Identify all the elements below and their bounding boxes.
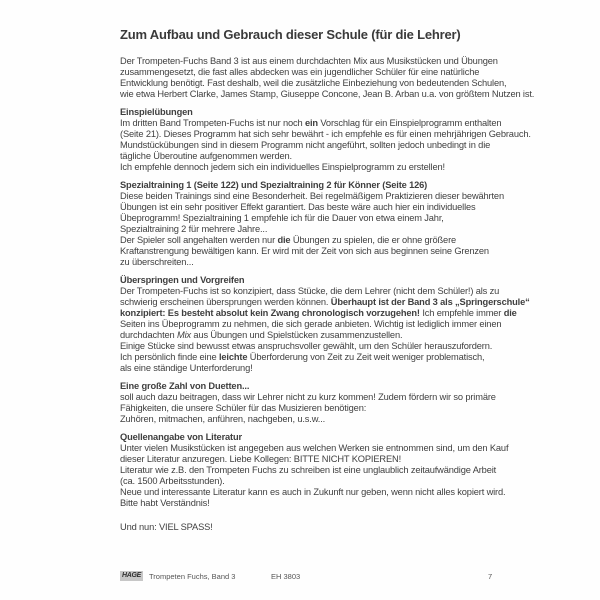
text-line: (ca. 1500 Arbeitsstunden). [120,476,225,486]
bold-text: die [277,235,291,245]
text-line: Im dritten Band Trompeten-Fuchs ist nur noch ein Vorschlag für ein Einspielprogramm enthalten [120,118,502,128]
bold-text: ein [304,118,318,128]
sections-container [120,56,560,509]
section-heading: Quellenangabe von Literatur [120,432,242,442]
section [120,107,560,173]
text-line: durchdachten Mix aus Übungen und Spielstücken zusammenzustellen. [120,330,403,340]
page-content [120,27,560,533]
text-line: Einige Stücke sind bewusst etwas anspruchsvoller gewählt, um den Schüler herauszufordern. [120,341,493,351]
section [120,180,560,268]
text-line: Entwicklung benötigt. Fast deshalb, weil die zusätzliche Einbeziehung von bedeutenden Schulen, [120,78,507,88]
footer-edition-code: EH 3803 [271,572,301,581]
text-line: Kraftanstrengung bewältigen kann. Er wird mit der Zeit von sich aus beginnen seine Grenzen [120,246,489,256]
text-line: Diese beiden Trainings sind eine Besonderheit. Bei regelmäßigem Praktizieren dieser bewährten [120,191,504,201]
text-line: zusammengesetzt, die fast alles abdecken was ein jugendlicher Schüler für eine natürliche [120,67,480,77]
text-line: als eine ständige Unterforderung! [120,363,253,373]
text-line: Unter vielen Musikstücken ist angegeben aus welchen Werken sie entnommen sind, um den Kauf [120,443,509,453]
section-heading: Einspielübungen [120,107,193,117]
text-line: dieser Literatur anzuregen. Liebe Kollegen: BITTE NICHT KOPIEREN! [120,454,402,464]
italic-text: Mix [176,330,191,340]
section-heading: Eine große Zahl von Duetten... [120,381,250,391]
text-line: Literatur wie z.B. den Trompeten Fuchs zu schreiben ist eine unglaublich zeitaufwändige Arbeit [120,465,497,475]
text-line: Der Spieler soll angehalten werden nur die Übungen zu spielen, die er ohne größere [120,235,457,245]
text-line: (Seite 21). Dieses Programm hat sich sehr bewährt - ich empfehle es für einen mehrjährigen Gebrauch. [120,129,531,139]
bold-text: Überhaupt ist der Band 3 als „Springerschule“ [330,297,530,307]
footer-imprint: Trompeten Fuchs, Band 3 [149,572,236,581]
text-line: Spezialtraining 2 für mehrere Jahre... [120,224,268,234]
text-line: Ich empfehle dennoch jedem sich ein individuelles Einspielprogramm zu erstellen! [120,162,445,172]
text-line: konzipiert: Es besteht absolut kein Zwang chronologisch vorzugehen! Ich empfehle immer die [120,308,517,318]
text-line: Mundstückübungen sind in diesem Programm nicht angeführt, sollten jedoch unbedingt in die [120,140,491,150]
footer-page-number: 7 [488,572,493,581]
bold-text: leichte [218,352,248,362]
text-line: Neue und interessante Literatur kann es auch in Zukunft nur geben, wenn nicht alles kopiert wird. [120,487,506,497]
text-line: wie etwa Herbert Clarke, James Stamp, Giuseppe Concone, Jean B. Arban u.a. von größtem Nutzen ist. [120,89,535,99]
text-line: zu überschreiten... [120,257,194,267]
text-line: tägliche Überoutine aufgenommen werden. [120,151,292,161]
bold-text: konzipiert: Es besteht absolut kein Zwang chronologisch vorzugehen! [120,308,420,318]
text-line: Übungen ist ein sehr positiver Effekt garantiert. Das beste wäre auch hier ein individuelles [120,202,476,212]
text-line: Übeprogramm! Spezialtraining 1 empfehle ich für die Dauer von etwa einem Jahr, [120,213,444,223]
section [120,275,560,374]
text-line: Fähigkeiten, die unsere Schüler für das Musizieren benötigen: [120,403,367,413]
section [120,56,560,100]
page-footer [0,570,600,586]
text-line: soll auch dazu beitragen, dass wir Lehrer nicht zu kurz kommen! Zudem fördern wir so primäre [120,392,496,402]
section [120,381,560,425]
text-line: schwierig erscheinen übersprungen werden können. Überhaupt ist der Band 3 als „Springerschule“ [120,297,530,307]
text-line: Ich persönlich finde eine leichte Überforderung von Zeit zu Zeit weit weniger problematisch, [120,352,485,362]
section-heading: Spezialtraining 1 (Seite 122) und Spezialtraining 2 für Könner (Seite 126) [120,180,428,190]
page-title: Zum Aufbau und Gebrauch dieser Schule (für die Lehrer) [120,27,461,42]
closing-line: Und nun: VIEL SPASS! [120,522,213,532]
text-line: Der Trompeten-Fuchs ist so konzipiert, dass Stücke, die dem Lehrer (nicht dem Schüler!) als zu [120,286,500,296]
hage-logo: HAGE [121,572,142,579]
section-heading: Überspringen und Vorgreifen [120,275,245,285]
text-line: Seiten ins Übeprogramm zu nehmen, die sich gerade anbieten. Wichtig ist lediglich immer einen [120,319,502,329]
text-line: Bitte habt Verständnis! [120,498,210,508]
section [120,432,560,509]
bold-text: die [503,308,517,318]
text-line: Der Trompeten-Fuchs Band 3 ist aus einem durchdachten Mix aus Musikstücken und Übungen [120,56,498,66]
text-line: Zuhören, mitmachen, anführen, nachgeben, u.s.w... [120,414,326,424]
